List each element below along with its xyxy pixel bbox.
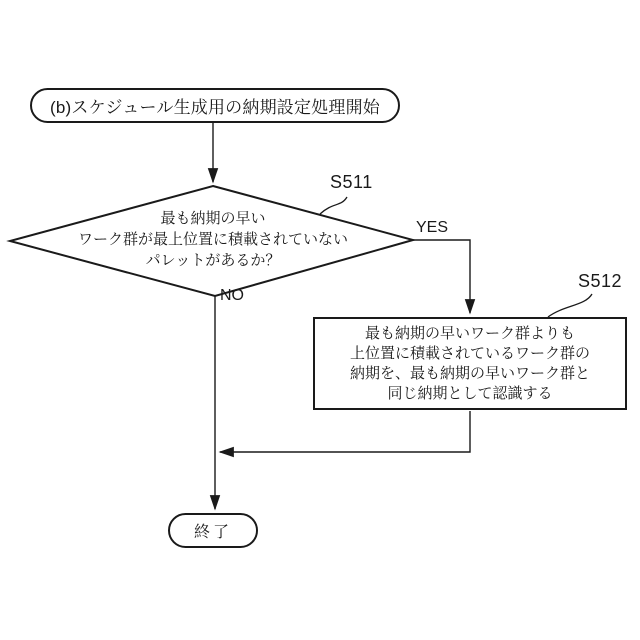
decision-text-line: 最も納期の早い [160, 210, 266, 227]
process-text-line: 同じ納期として認識する [387, 384, 553, 402]
end-terminal-label: 終了 [193, 524, 232, 541]
connector-process-to-merge [220, 411, 470, 452]
start-terminal [30, 88, 400, 123]
end-terminal [168, 513, 258, 548]
no-branch-label: NO [220, 287, 244, 304]
start-terminal-label: (b)スケジュール生成用の納期設定処理開始 [50, 98, 380, 117]
yes-branch-label: YES [416, 219, 449, 236]
s511-step-label: S511 [330, 172, 373, 192]
connector-yes-branch [413, 240, 470, 313]
process-text-line: 上位置に積載されているワーク群の [349, 344, 590, 362]
decision-text [43, 208, 383, 271]
process-text-line: 納期を、最も納期の早いワーク群と [349, 364, 590, 382]
s512-step-label: S512 [578, 271, 623, 291]
process-text-line: 最も納期の早いワーク群よりも [364, 324, 575, 342]
s512-leader-line [548, 294, 592, 317]
process-box-s512 [313, 317, 627, 410]
decision-text-line: パレットがあるか？ [145, 252, 281, 269]
decision-text-line: ワーク群が最上位置に積載されていない [77, 231, 348, 248]
